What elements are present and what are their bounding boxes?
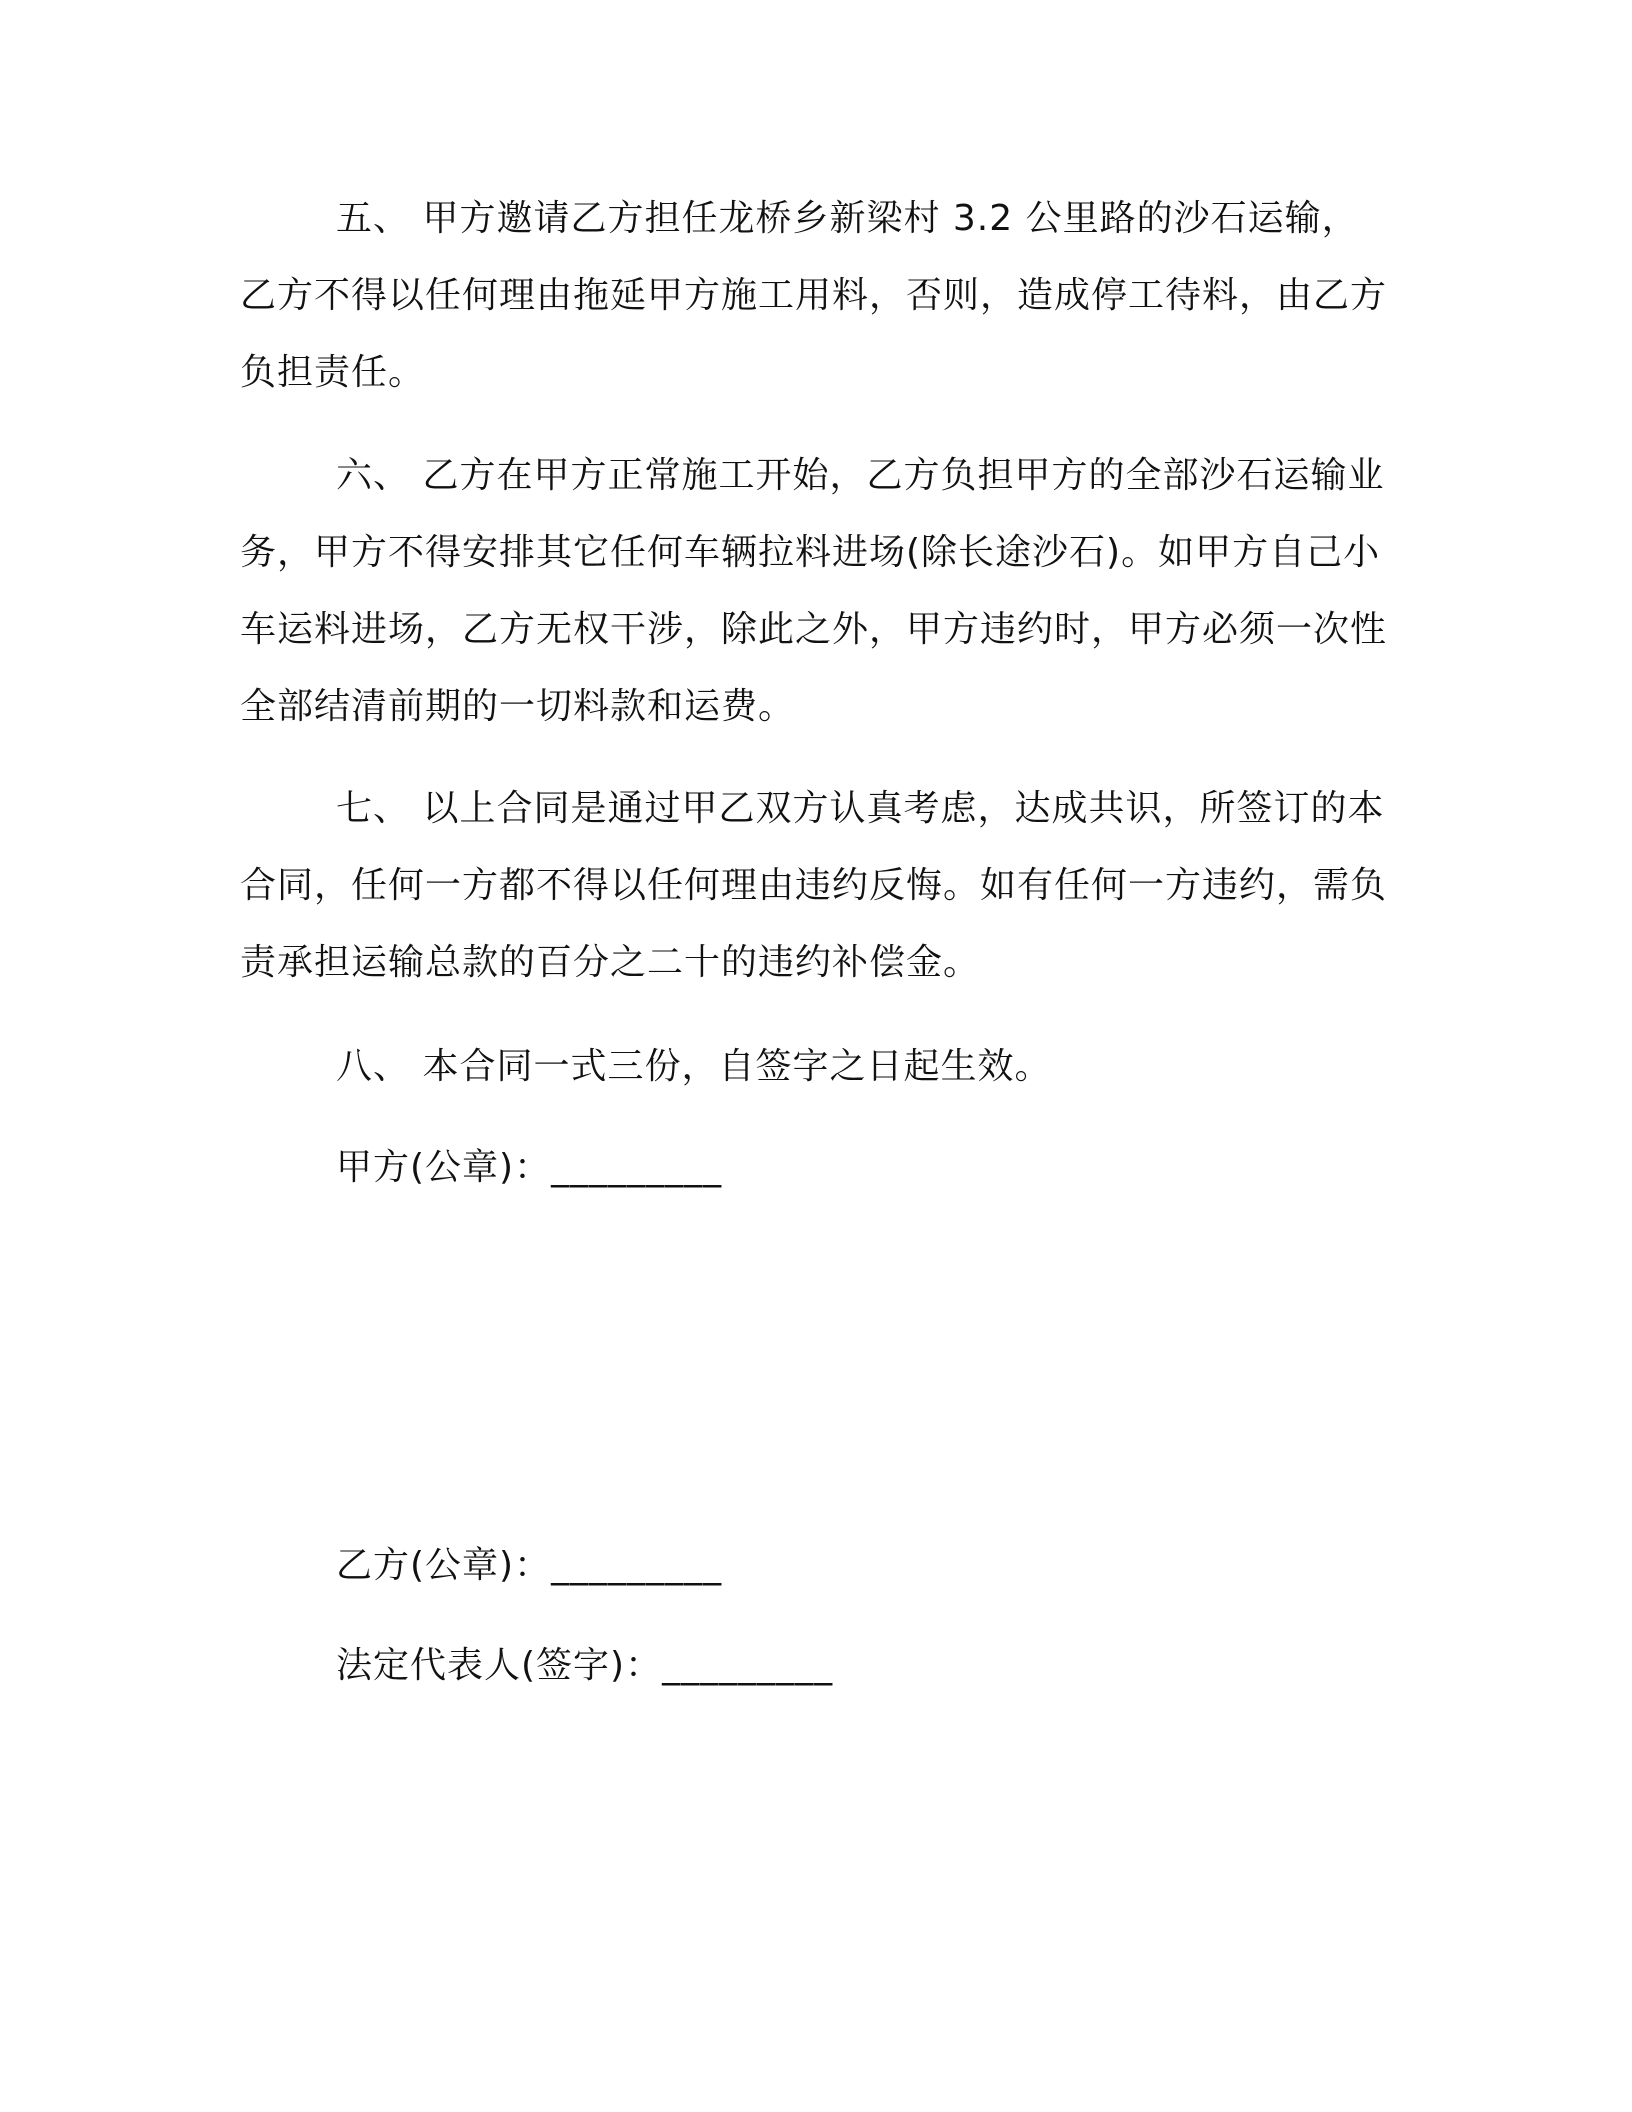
clause-8: 八、 本合同一式三份，自签字之日起生效。: [336, 1046, 1052, 1087]
party-b-seal-line: 乙方(公章)：_________: [336, 1545, 723, 1586]
party-a-seal-line: 甲方(公章)：_________: [336, 1147, 723, 1188]
clause-6: 六、 乙方在甲方正常施工开始，乙方负担甲方的全部沙石运输业务，甲方不得安排其它任何车辆拉料进场(除长途沙石)。如甲方自己小车运料进场，乙方无权干涉，除此之外，甲方违约时，甲方必须一次性全部结清前期的一切料款和运费。: [240, 455, 1388, 727]
clause-7: 七、 以上合同是通过甲乙双方认真考虑，达成共识，所签订的本合同，任何一方都不得以任何理由违约反悔。如有任何一方违约，需负责承担运输总款的百分之二十的违约补偿金。: [240, 788, 1388, 983]
clause-5: 五、 甲方邀请乙方担任龙桥乡新梁村 3.2 公里路的沙石运输，乙方不得以任何理由拖延甲方施工用料，否则，造成停工待料，由乙方负担责任。: [240, 198, 1388, 393]
legal-representative-signature-line: 法定代表人(签字)：_________: [336, 1645, 834, 1686]
